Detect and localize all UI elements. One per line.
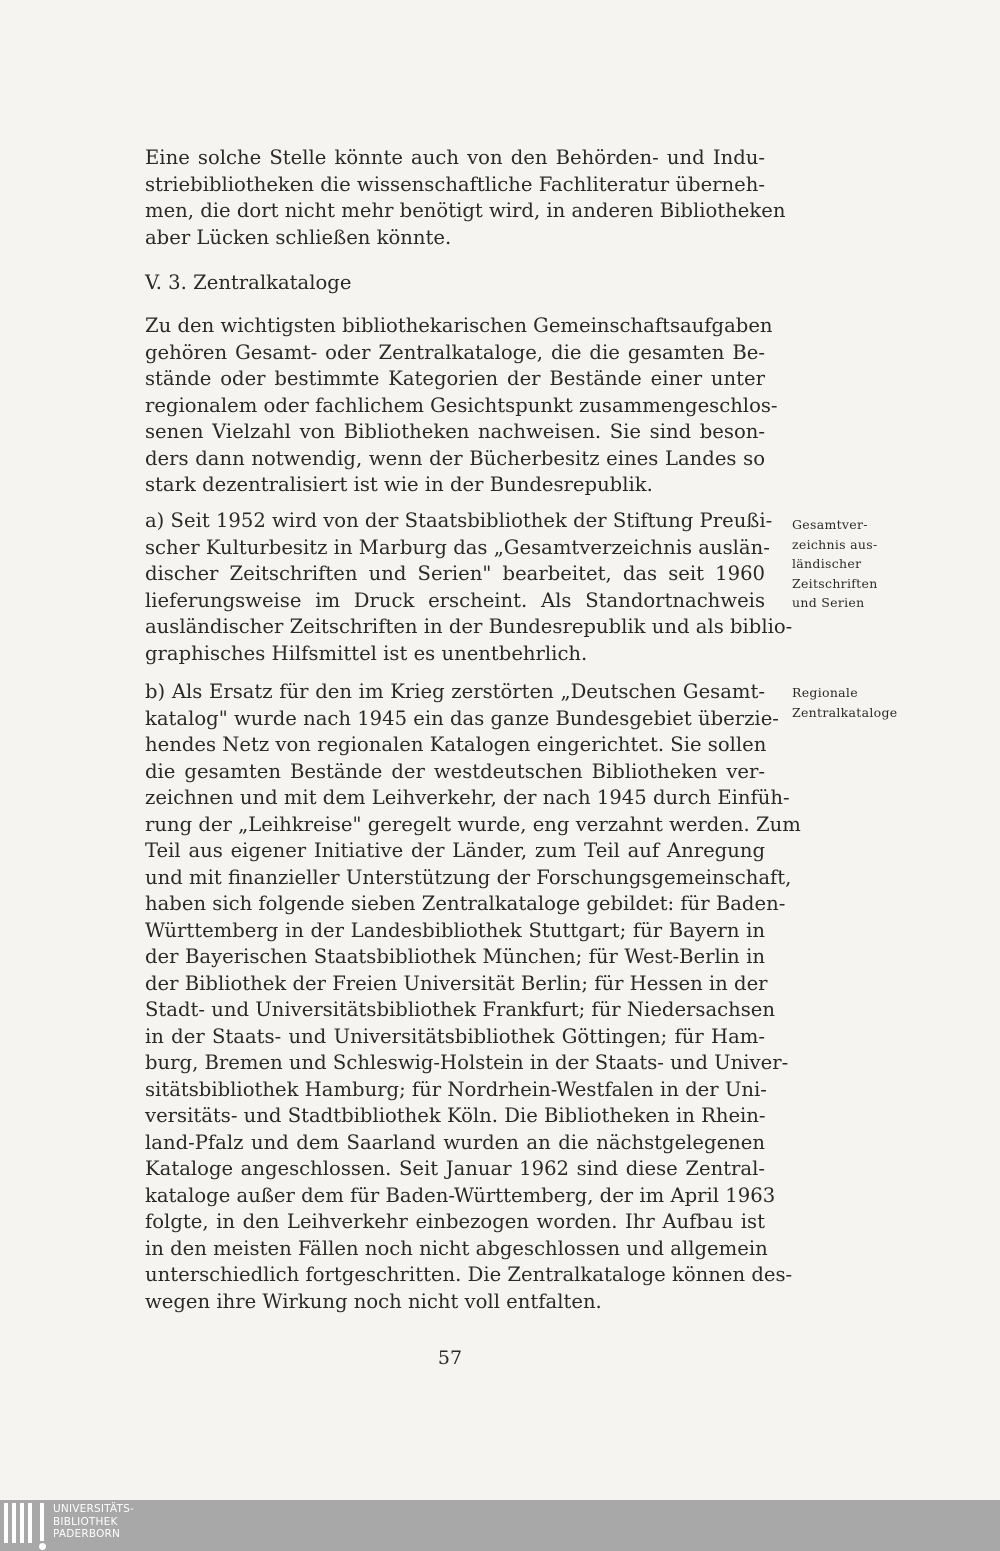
text-line: haben sich folgende sieben Zentralkataloge gebildet: für Baden- bbox=[145, 892, 786, 915]
paragraph-intro bbox=[145, 145, 786, 251]
text-line: Zu den wichtigsten bibliothekarischen Gemeinschaftsaufgaben bbox=[145, 314, 773, 337]
text-line: hendes Netz von regionalen Katalogen eingerichtet. Sie sollen bbox=[145, 733, 767, 756]
text-line: burg, Bremen und Schleswig-Holstein in der Staats- und Univer- bbox=[145, 1051, 789, 1074]
text-line: Württemberg in der Landesbibliothek Stuttgart; für Bayern in bbox=[145, 918, 765, 942]
margin-note-gesamtverzeichnis bbox=[792, 515, 878, 613]
text-line: in den meisten Fällen noch nicht abgeschlossen und allgemein bbox=[145, 1236, 768, 1260]
text-line: stark dezentralisiert ist wie in der Bundesrepublik. bbox=[145, 473, 653, 496]
margin-note-line: Zeitschriften bbox=[792, 575, 878, 591]
paragraph-zentralkataloge bbox=[145, 313, 778, 499]
margin-note-line: Regionale bbox=[792, 685, 858, 700]
library-name bbox=[53, 1503, 134, 1541]
text-line: der Bibliothek der Freien Universität Berlin; für Hessen in der bbox=[145, 971, 768, 995]
text-line: land-Pfalz und dem Saarland wurden an die nächstgelegenen bbox=[145, 1130, 765, 1154]
text-line: Kataloge angeschlossen. Seit Januar 1962 sind diese Zentral- bbox=[145, 1157, 765, 1180]
text-line: striebibliotheken die wissenschaftliche Fachliteratur überneh- bbox=[145, 172, 765, 196]
margin-note-line: und Serien bbox=[792, 595, 865, 610]
text-line: lieferungsweise im Druck erscheint. Als Standortnachweis bbox=[145, 588, 765, 612]
text-line: rung der „Leihkreise" geregelt wurde, eng verzahnt werden. Zum bbox=[145, 812, 801, 836]
library-name-line: BIBLIOTHEK bbox=[53, 1515, 118, 1528]
paragraph-gesamtverzeichnis bbox=[145, 508, 793, 667]
text-line: unterschiedlich fortgeschritten. Die Zentralkataloge können des- bbox=[145, 1263, 793, 1286]
text-line: Stadt- und Universitätsbibliothek Frankfurt; für Niedersachsen bbox=[145, 998, 776, 1021]
text-line: regionalem oder fachlichem Gesichtspunkt zusammengeschlos- bbox=[145, 393, 778, 417]
text-line: wegen ihre Wirkung noch nicht voll entfalten. bbox=[145, 1289, 602, 1313]
library-name-line: UNIVERSITÄTS- bbox=[53, 1503, 134, 1515]
page-number: 57 bbox=[437, 1347, 463, 1369]
paragraph-regionale-kataloge bbox=[145, 679, 801, 1315]
margin-note-regionale-zentralkataloge bbox=[792, 683, 898, 722]
text-line: versitäts- und Stadtbibliothek Köln. Die Bibliotheken in Rhein- bbox=[145, 1104, 766, 1127]
margin-note-line: zeichnis aus- bbox=[792, 536, 878, 552]
text-line: a) Seit 1952 wird von der Staatsbibliothek der Stiftung Preußi- bbox=[145, 509, 773, 532]
text-line: ausländischer Zeitschriften in der Bundesrepublik und als biblio- bbox=[145, 615, 793, 638]
text-line: b) Als Ersatz für den im Krieg zerstörten „Deutschen Gesamt- bbox=[145, 680, 765, 703]
text-line: stände oder bestimmte Kategorien der Bestände einer unter bbox=[145, 367, 765, 390]
text-line: zeichnen und mit dem Leihverkehr, der nach 1945 durch Einfüh- bbox=[145, 786, 790, 809]
text-line: Eine solche Stelle könnte auch von den Behörden- und Indu- bbox=[145, 146, 765, 169]
section-heading: V. 3. Zentralkataloge bbox=[145, 271, 352, 294]
text-line: sitätsbibliothek Hamburg; für Nordrhein-Westfalen in der Uni- bbox=[145, 1077, 767, 1101]
text-line: graphisches Hilfsmittel ist es unentbehrlich. bbox=[145, 641, 588, 665]
text-line: gehören Gesamt- oder Zentralkataloge, die die gesamten Be- bbox=[145, 340, 765, 364]
margin-note-line: Zentralkataloge bbox=[792, 704, 898, 720]
text-line: und mit finanzieller Unterstützung der Forschungsgemeinschaft, bbox=[145, 865, 792, 889]
text-line: der Bayerischen Staatsbibliothek München; für West-Berlin in bbox=[145, 945, 765, 968]
text-line: men, die dort nicht mehr benötigt wird, in anderen Bibliotheken bbox=[145, 199, 786, 222]
text-line: scher Kulturbesitz in Marburg das „Gesamtverzeichnis auslän- bbox=[145, 535, 770, 559]
margin-note-line: Gesamtver- bbox=[792, 517, 868, 532]
library-footer-bar bbox=[0, 1500, 1000, 1551]
text-line: discher Zeitschriften und Serien" bearbeitet, das seit 1960 bbox=[145, 562, 765, 585]
library-logo-icon bbox=[4, 1503, 48, 1548]
text-line: katalog" wurde nach 1945 ein das ganze Bundesgebiet überzie- bbox=[145, 706, 779, 730]
text-line: ders dann notwendig, wenn der Bücherbesitz eines Landes so bbox=[145, 446, 765, 470]
text-line: in der Staats- und Universitätsbibliothek Göttingen; für Ham- bbox=[145, 1024, 765, 1048]
margin-note-line: ländischer bbox=[792, 556, 862, 571]
library-name-line: PADERBORN bbox=[53, 1528, 121, 1540]
text-line: folgte, in den Leihverkehr einbezogen worden. Ihr Aufbau ist bbox=[145, 1210, 765, 1233]
text-line: die gesamten Bestände der westdeutschen Bibliotheken ver- bbox=[145, 759, 765, 783]
text-line: senen Vielzahl von Bibliotheken nachweisen. Sie sind beson- bbox=[145, 420, 765, 443]
text-line: kataloge außer dem für Baden-Württemberg, der im April 1963 bbox=[145, 1183, 776, 1207]
text-line: Teil aus eigener Initiative der Länder, zum Teil auf Anregung bbox=[145, 839, 765, 862]
text-line: aber Lücken schließen könnte. bbox=[145, 225, 452, 249]
